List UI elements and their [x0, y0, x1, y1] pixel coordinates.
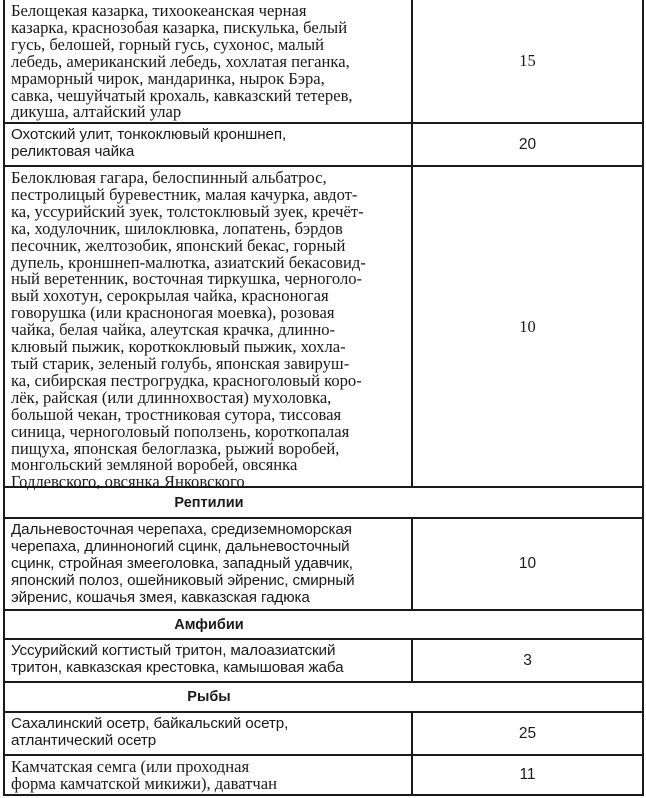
species-cell: Дальневосточная черепаха, средиземноморская черепаха, длинноногий сцинк, дальневосточный сцинк, стройная змееголовка, западный удавчик, японский полоз, ошейниковый эйренис, смирный эйренис, кошачья змея, кавказская гадюка — [5, 519, 413, 609]
value-cell: 3 — [523, 651, 532, 669]
species-cell: Белоклювая гагара, белоспинный альбатрос, пестролицый буревестник, малая качурка, авдот- ка, уссурийский зуек, толстоклювый зуек, кречёт- ка, ходулочник, шилоклювка, лопатень, бэрдов песочник, желтозобик, японский бекас, горный дупель, кроншнеп-малютка, азиатский бекасовид- ный веретенник, восточная тиркушка, черноголо- вый хохотун, серокрылая чайка, красноногая говорушка (или красноногая моевка), розовая чайка, белая чайка, алеутская крачка, длинно- клювый пыжик, короткоклювый пыжик, хохла- тый старик, зеленый голубь, японская завируш- ка, сибирская пестрогрудка, красноголовый коро- лёк, райская (или длиннохвостая) мухоловка, большой чекан, тростниковая сутора, тиссовая синица, черноголовый поползень, короткопалая пищуха, японская белоглазка, рыжий воробей, монгольский земляной воробей, овсянка Годлевского, овсянка Янковского — [5, 167, 413, 486]
species-cell: Охотский улит, тонкоклювый кроншнеп, реликтовая чайка — [5, 124, 413, 165]
section-title: Рыбы — [187, 689, 231, 705]
table-row — [5, 638, 642, 681]
value-cell: 10 — [518, 555, 537, 572]
table-row — [5, 517, 642, 609]
table-row — [5, 711, 642, 754]
species-cell: Уссурийский когтистый тритон, малоазиатский тритон, кавказская крестовка, камышовая жаба — [5, 640, 413, 681]
table-row — [5, 0, 642, 122]
species-cell: Сахалинский осетр, байкальский осетр, атлантический осетр — [5, 713, 413, 754]
table-row — [5, 122, 642, 165]
value-cell: 20 — [518, 135, 537, 153]
species-cell: Камчатская семга (или проходная форма камчатской микижи), даватчан — [5, 756, 413, 794]
section-header-amphibians — [5, 609, 642, 638]
section-title: Рептилии — [174, 494, 244, 511]
section-title: Амфибии — [174, 616, 244, 633]
value-cell: 11 — [519, 766, 536, 783]
section-header-fish — [5, 681, 642, 711]
value-cell: 10 — [519, 316, 536, 336]
table-row — [5, 754, 642, 794]
table-row — [5, 165, 642, 492]
value-cell: 15 — [519, 51, 536, 70]
species-table — [3, 0, 644, 796]
species-cell: Белощекая казарка, тихоокеанская черная казарка, краснозобая казарка, пискулька, белый гусь, белошей, горный гусь, сухонос, малый лебедь, американский лебедь, хохлатая пеганка, мраморный чирок, мандаринка, нырок Бэра, савка, чешуйчатый крохаль, кавказский тетерев, дикуша, алтайский улар — [5, 0, 413, 122]
section-header-reptiles — [5, 486, 642, 517]
value-cell: 25 — [518, 724, 537, 742]
